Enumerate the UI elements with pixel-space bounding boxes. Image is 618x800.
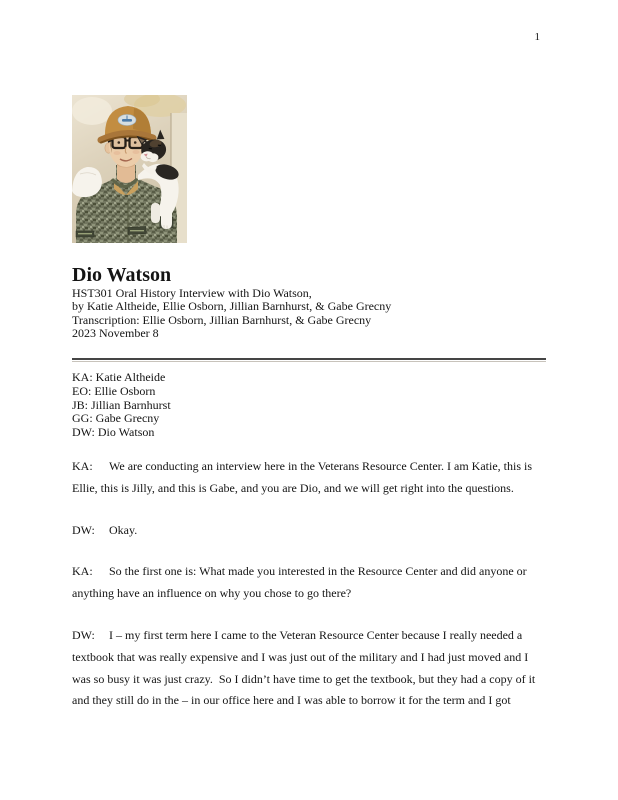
speaker-label: KA: xyxy=(72,459,93,473)
transcript-body xyxy=(72,456,548,732)
speech-text: So the first one is: What made you interested in the Resource Center and did anyone or anything have an influence on why you chose to go there? xyxy=(72,564,527,601)
speech-text: We are conducting an interview here in the Veterans Resource Center. I am Katie, this is Ellie, this is Jilly, and this is Gabe, and you are Dio, and we will get right into the questions. xyxy=(72,459,532,495)
subtitle-line: Transcription: Ellie Osborn, Jillian Barnhurst, & Gabe Grecny xyxy=(72,312,372,327)
portrait-photo xyxy=(72,95,187,243)
dialogue-paragraph xyxy=(72,561,548,605)
section-divider xyxy=(72,358,546,362)
speaker-key-line: EO: Ellie Osborn xyxy=(72,383,156,398)
speech-text: Okay. xyxy=(109,522,138,537)
subtitle-line: by Katie Altheide, Ellie Osborn, Jillian Barnhurst, & Gabe Grecny xyxy=(72,299,392,314)
speaker-key-line: GG: Gabe Grecny xyxy=(72,411,160,426)
speaker-label: DW: xyxy=(72,522,95,537)
dialogue-paragraph xyxy=(72,625,548,712)
page-number: 1 xyxy=(534,31,540,43)
speech-text: I – my first term here I came to the Veteran Resource Center because I really needed a textbook that was really expensive and I was just out of the military and I had just moved and I was so busy it was just crazy. So I didn’t have time to get the textbook, but they had a copy of it and they still do in the – in our office here and I was able to borrow it for the term and I got xyxy=(72,627,536,708)
subtitle-line: HST301 Oral History Interview with Dio Watson, xyxy=(72,286,312,300)
dialogue-paragraph xyxy=(72,456,548,500)
speaker-label: DW: xyxy=(72,627,95,642)
subtitle-block xyxy=(72,287,548,341)
page-title: Dio Watson xyxy=(72,264,172,286)
speaker-key-line: JB: Jillian Barnhurst xyxy=(72,397,171,412)
speaker-key xyxy=(72,371,548,440)
speaker-label: KA: xyxy=(72,564,93,579)
dialogue-paragraph xyxy=(72,520,548,542)
speaker-key-line: DW: Dio Watson xyxy=(72,425,155,440)
speaker-key-line: KA: Katie Altheide xyxy=(72,370,166,384)
subtitle-line: 2023 November 8 xyxy=(72,326,159,341)
portrait-photo-image xyxy=(72,95,187,243)
